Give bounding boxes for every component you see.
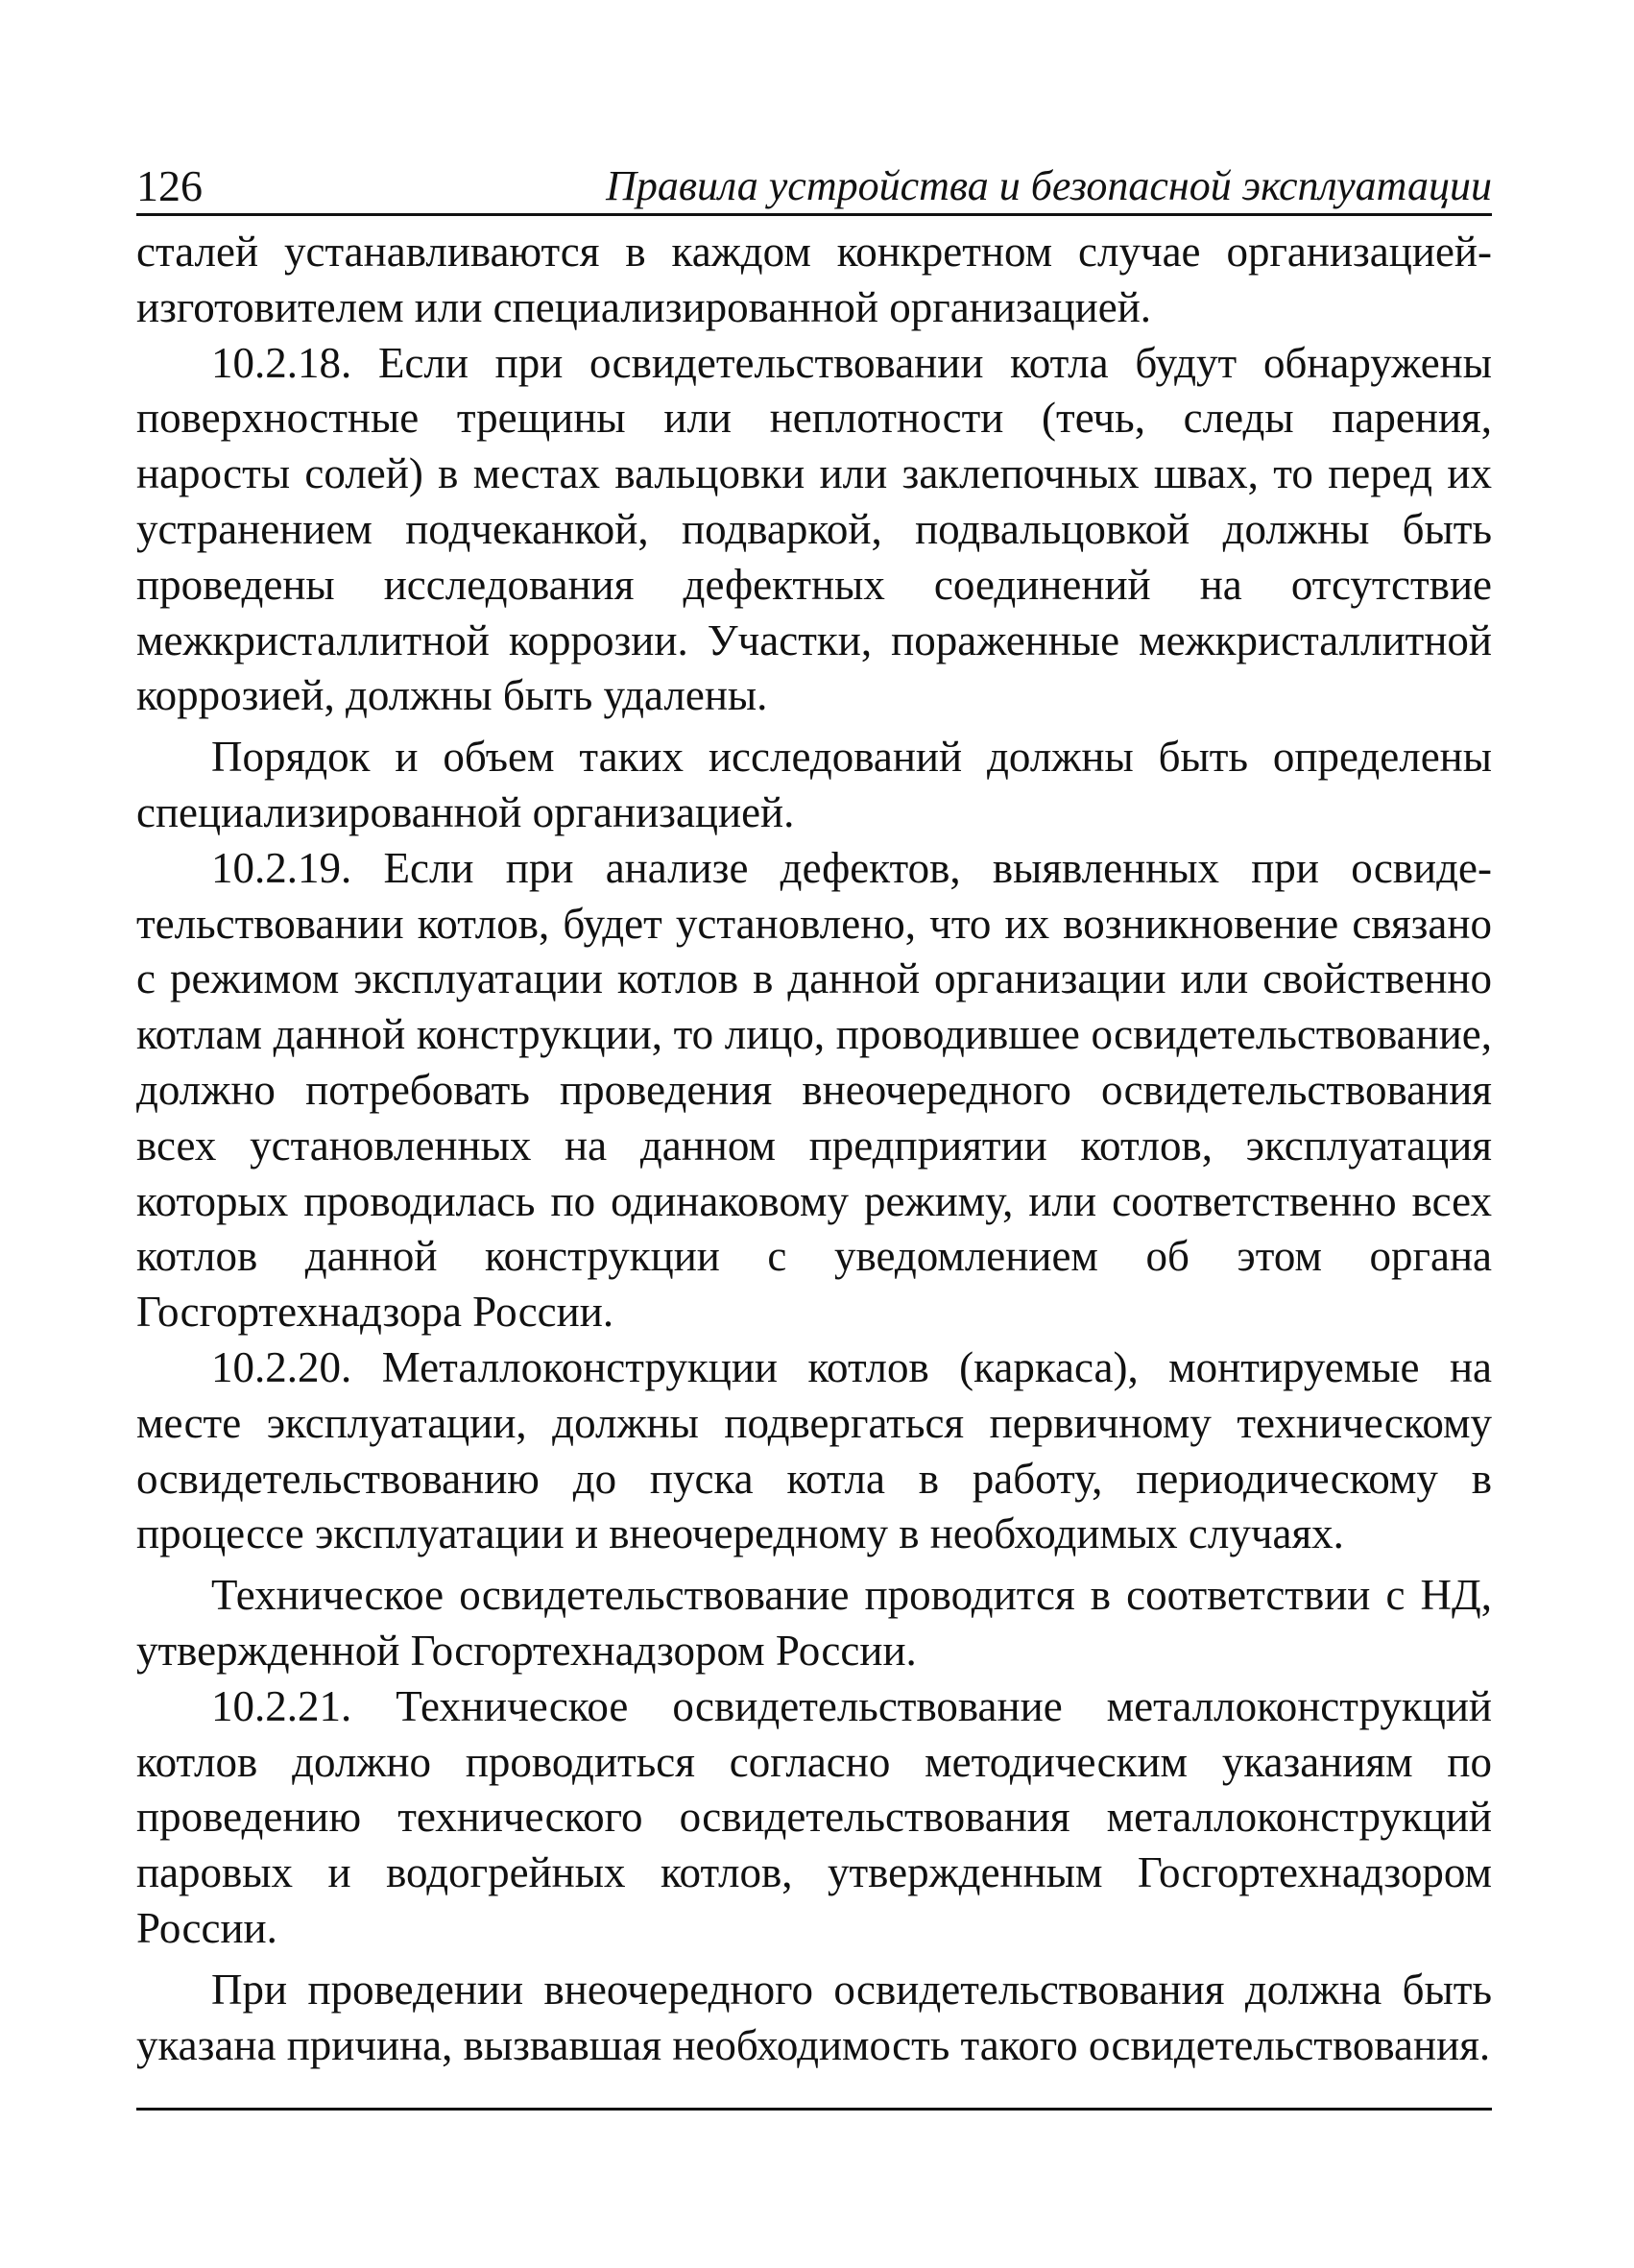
body-text: [136, 225, 1492, 2073]
paragraph-10-2-18: 10.2.18. Если при освидетельствовании котла будут обнаружены поверхностные трещины или неплотности (течь, следы парения, наросты солей) в местах вальцовки или заклепочных швах, то перед их устранением подчеканкой, подваркой, подвальцовкой должны быть проведены исследования дефектных соединений на отсутствие межкристаллитной коррозии. Участки, пораженные межкристаллитной коррозией, должны быть удалены.: [136, 338, 1492, 720]
paragraph-research-order: Порядок и объем таких исследований должны быть определены специализированной организацией.: [136, 733, 1492, 836]
page-header: [136, 154, 1492, 216]
paragraph-continuation: сталей устанавливаются в каждом конкретном случае организацией-изготовителем или специализированной организацией.: [136, 228, 1492, 331]
paragraph-technical-inspection: Техническое освидетельствование проводится в соответствии с НД, утвержденной Госгортехнадзором России.: [136, 1571, 1492, 1675]
bottom-rule: [136, 2108, 1492, 2111]
paragraph-10-2-19: 10.2.19. Если при анализе дефектов, выявленных при освидетельствовании котлов, будет установлено, что их возникновение связано с режимом эксплуатации котлов в данной организации или свойственно котлам данной конструкции, то лицо, проводившее освидетельствование, должно потребовать проведения внеочередного освидетельствования всех установленных на данном предприятии котлов, эксплуатация которых проводилась по одинаковому режиму, или соответственно всех котлов данной конструкции с уведомлением об этом органа Госгортехнадзора России.: [136, 843, 1492, 1337]
paragraph-10-2-21: 10.2.21. Техническое освидетельствование металлоконструкций котлов должно проводиться согласно методическим указаниям по проведению технического освидетельствования металлоконструкций паровых и водогрейных котлов, утвержденным Госгортехнадзором России.: [136, 1681, 1492, 1952]
page-number: 126: [136, 161, 203, 210]
paragraph-10-2-20: 10.2.20. Металлоконструкции котлов (каркаса), монтируемые на месте эксплуатации, должны подвергаться первичному техническому освидетельствованию до пуска котла в работу, периодическому в процессе эксплуатации и внеочередному в необходимых случаях.: [136, 1342, 1492, 1558]
paragraph-extraordinary-inspection: При проведении внеочередного освидетельствования должна быть указана причина, вызвавшая необходимость такого освидетельствования.: [136, 1965, 1492, 2069]
running-title: Правила устройства и безопасной эксплуатации: [606, 162, 1492, 209]
